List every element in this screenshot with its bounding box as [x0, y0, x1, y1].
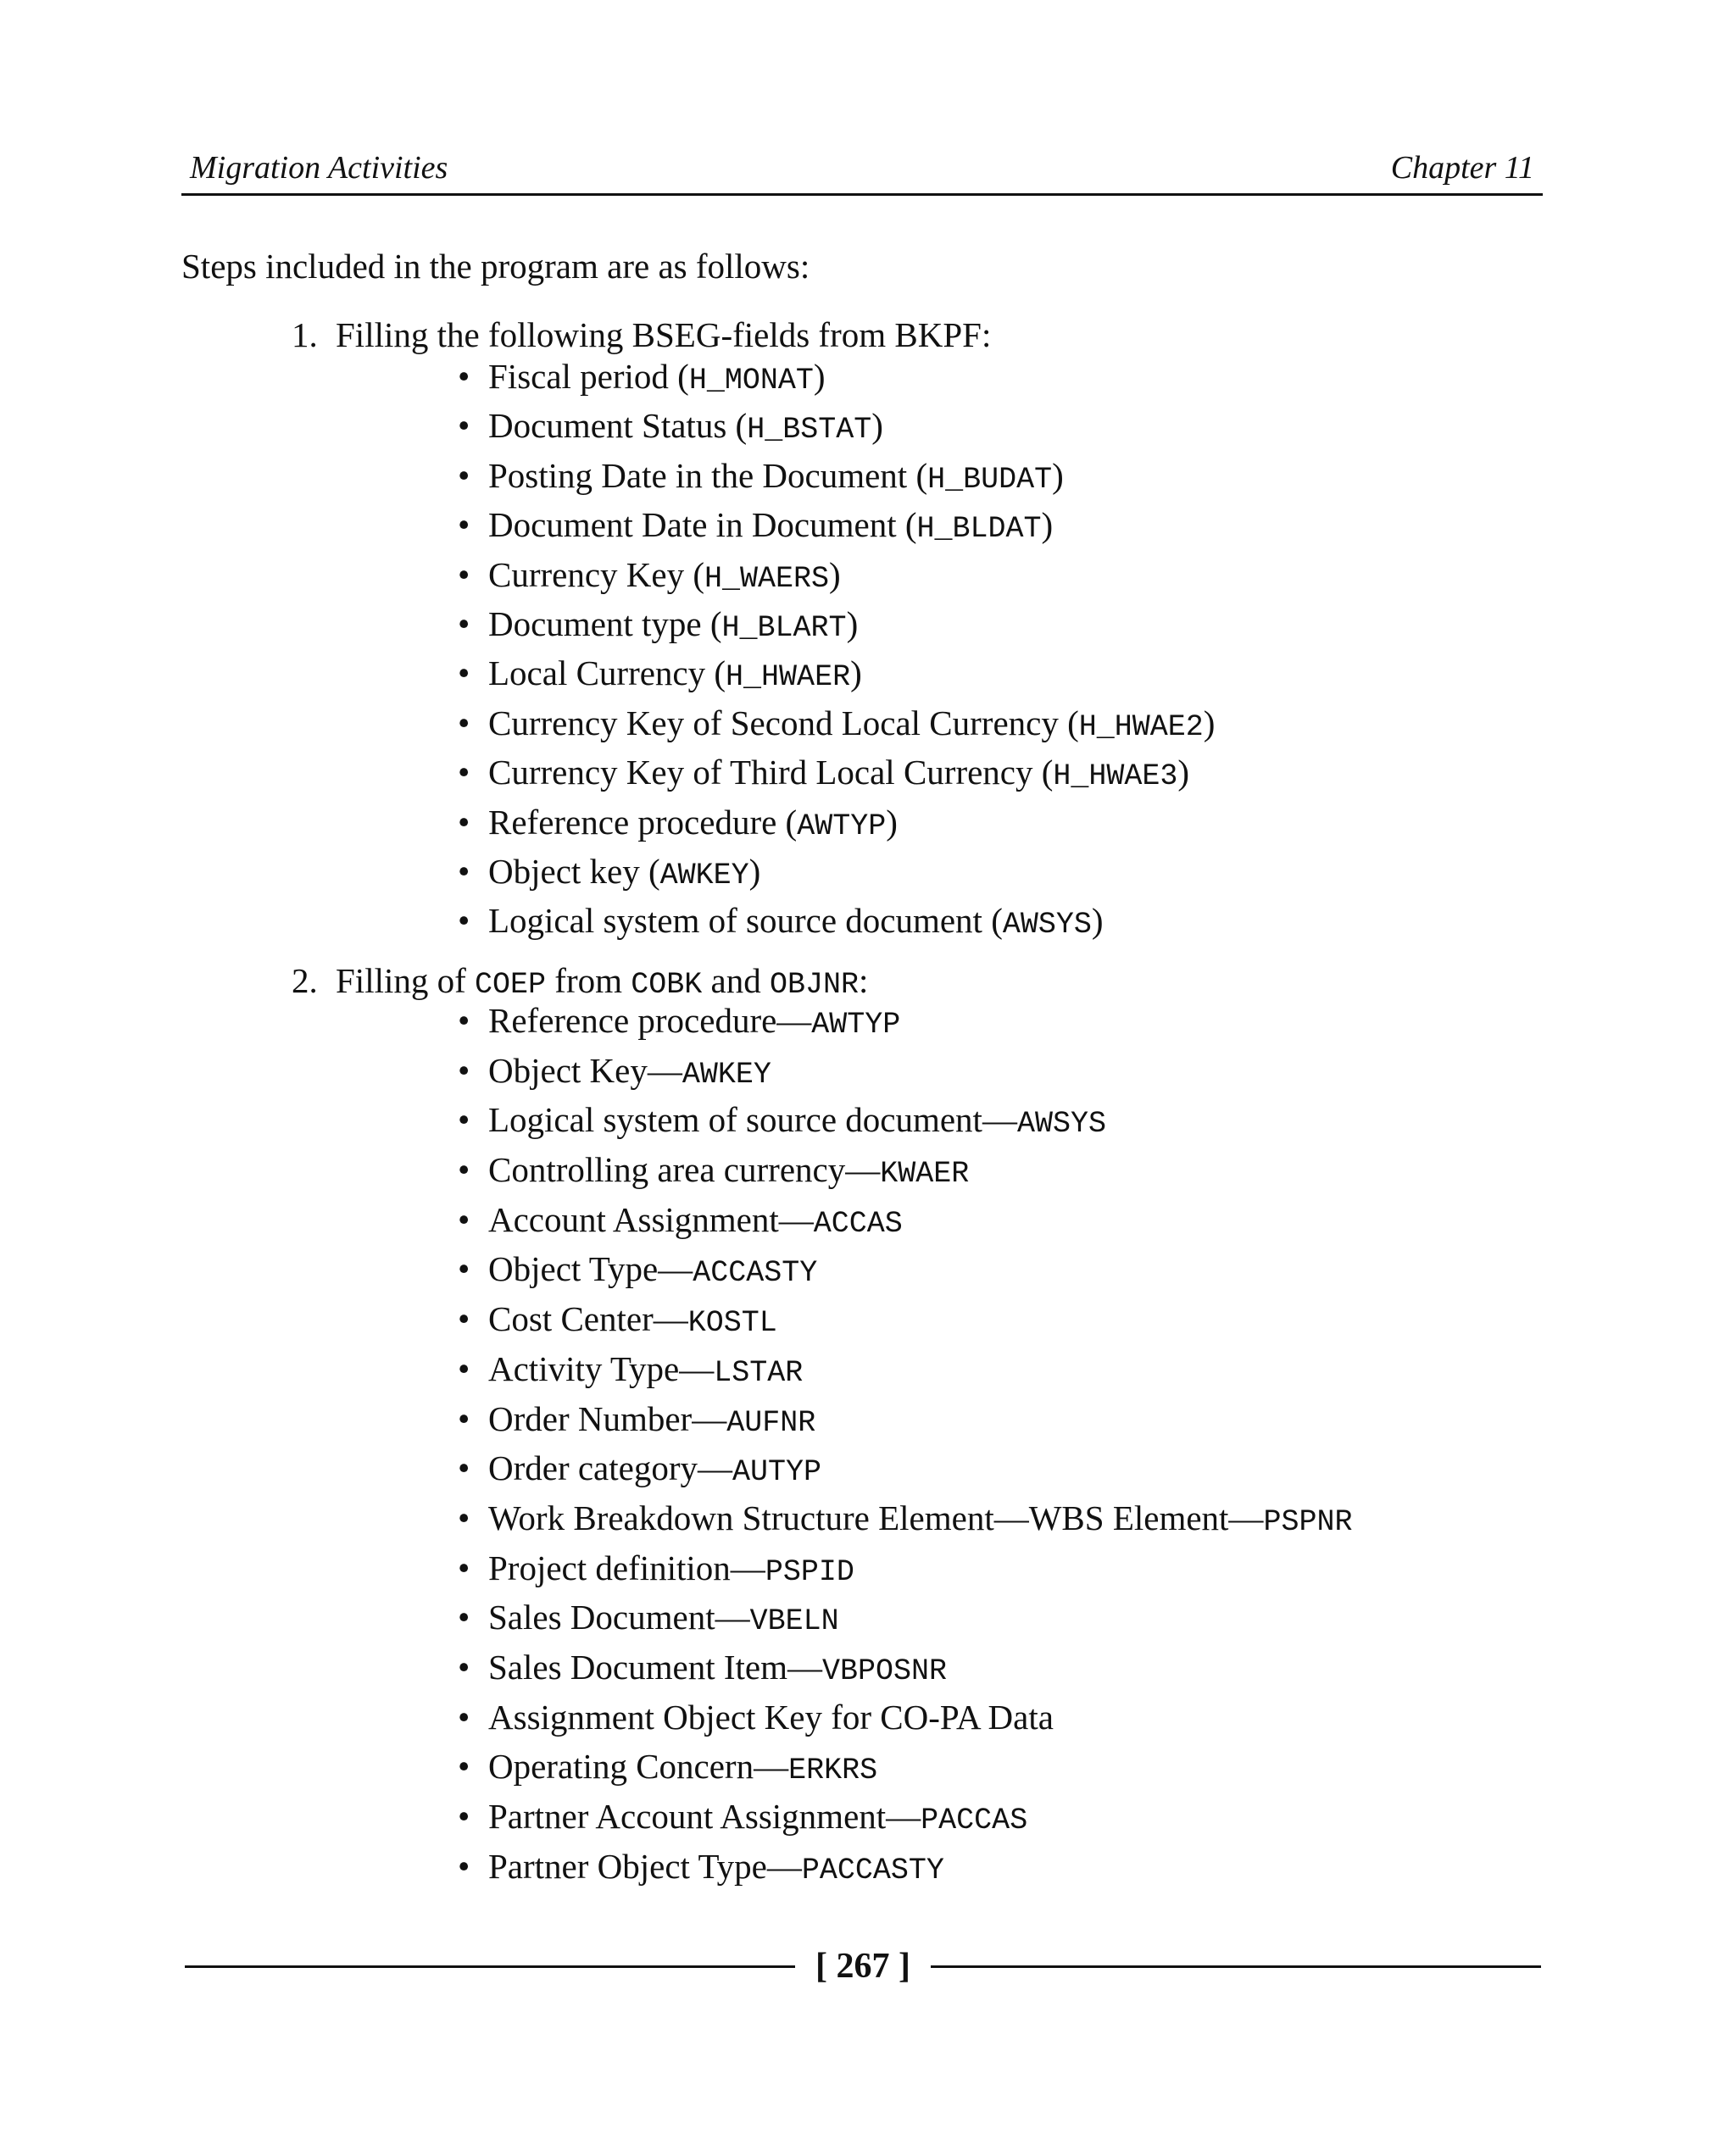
- field-code: PSPNR: [1263, 1504, 1353, 1539]
- list-item: [458, 352, 1215, 401]
- field-code: H_HWAE2: [1078, 709, 1204, 744]
- field-description: Local Currency (: [488, 653, 726, 693]
- field-code: H_HWAER: [726, 660, 851, 695]
- field-description: Document Status (: [488, 406, 748, 446]
- field-description: Document Date in Document (: [488, 505, 917, 545]
- field-description: Logical system of source document—: [488, 1100, 1017, 1140]
- footer-rule-right: [931, 1965, 1541, 1968]
- field-suffix: ): [748, 851, 761, 891]
- step-2-code-objnr: OBJNR: [769, 968, 859, 1002]
- field-description: Reference procedure (: [488, 802, 798, 842]
- running-header: [181, 142, 1543, 196]
- step-1-heading: [292, 312, 991, 358]
- field-description: Cost Center—: [488, 1299, 688, 1339]
- field-code: AWTYP: [811, 1008, 901, 1042]
- field-code: H_BSTAT: [747, 413, 872, 447]
- list-item: [458, 1344, 1352, 1394]
- list-item: [458, 550, 1215, 599]
- list-item: [458, 1792, 1352, 1842]
- field-code: AWSYS: [1002, 908, 1092, 942]
- field-code: ACCAS: [813, 1206, 903, 1241]
- field-description: Assignment Object Key for CO-PA Data: [488, 1697, 1054, 1737]
- field-description: Fiscal period (: [488, 357, 689, 396]
- field-code: VBELN: [749, 1604, 839, 1639]
- list-item: [458, 1394, 1352, 1444]
- field-suffix: ): [1177, 753, 1190, 792]
- field-description: Currency Key (: [488, 554, 705, 594]
- page-number: [ 267 ]: [815, 1947, 910, 1986]
- field-description: Order category—: [488, 1448, 733, 1488]
- field-code: AWTYP: [797, 809, 887, 843]
- list-item: [458, 1443, 1352, 1493]
- list-item: [458, 1742, 1352, 1792]
- field-description: Currency Key of Third Local Currency (: [488, 753, 1054, 792]
- step-1-field-list: [458, 352, 1215, 946]
- step-2-field-list: [458, 996, 1352, 1891]
- step-1-number: 1.: [292, 315, 318, 354]
- field-description: Operating Concern—: [488, 1747, 789, 1787]
- field-code: ERKRS: [788, 1754, 878, 1788]
- list-item: [458, 1294, 1352, 1344]
- step-2-suffix: :: [859, 961, 869, 1000]
- field-code: ACCASTY: [693, 1256, 818, 1291]
- list-item: [458, 1195, 1352, 1245]
- field-code: AWSYS: [1016, 1107, 1106, 1142]
- field-description: Project definition—: [488, 1548, 765, 1587]
- step-2-code-cobk: COBK: [631, 968, 703, 1002]
- list-item: [458, 1543, 1352, 1593]
- header-chapter: Chapter 11: [1390, 150, 1534, 186]
- field-code: H_MONAT: [688, 364, 814, 397]
- field-description: Controlling area currency—: [488, 1150, 881, 1190]
- field-code: PSPID: [765, 1554, 854, 1589]
- field-suffix: ): [1052, 455, 1064, 495]
- field-code: KOSTL: [687, 1306, 777, 1341]
- field-description: Logical system of source document (: [488, 901, 1003, 941]
- field-suffix: ): [886, 802, 898, 842]
- list-item: [458, 401, 1215, 450]
- field-code: H_BLDAT: [916, 512, 1042, 547]
- intro-paragraph: Steps included in the program are as follows:: [181, 247, 810, 286]
- step-2-mid-from: from: [546, 961, 632, 1000]
- list-item: [458, 847, 1215, 896]
- field-code: H_HWAE3: [1053, 759, 1178, 794]
- list-item: [458, 1493, 1352, 1543]
- list-item: [458, 1046, 1352, 1096]
- field-suffix: ): [1041, 505, 1054, 545]
- field-code: VBPOSNR: [821, 1654, 947, 1688]
- list-item: [458, 748, 1215, 797]
- field-code: AUTYP: [732, 1455, 822, 1490]
- list-item: [458, 1145, 1352, 1195]
- field-suffix: ): [871, 406, 883, 446]
- field-suffix: ): [829, 554, 841, 594]
- field-description: Partner Object Type—: [488, 1846, 802, 1886]
- field-description: Document type (: [488, 603, 722, 643]
- field-description: Sales Document—: [488, 1598, 750, 1637]
- list-item: [458, 648, 1215, 698]
- step-2-prefix: Filling of: [336, 961, 476, 1000]
- list-item: [458, 798, 1215, 847]
- field-description: Object Type—: [488, 1249, 693, 1289]
- field-description: Account Assignment—: [488, 1199, 814, 1239]
- field-suffix: ): [1091, 901, 1104, 941]
- page-footer: [185, 1941, 1541, 1992]
- list-item: [458, 451, 1215, 500]
- step-2-mid-and: and: [702, 961, 770, 1000]
- field-code: PACCASTY: [801, 1853, 944, 1887]
- list-item: [458, 896, 1215, 945]
- field-code: AWKEY: [682, 1057, 771, 1092]
- field-description: Sales Document Item—: [488, 1647, 822, 1687]
- step-2-code-coep: COEP: [475, 968, 547, 1002]
- list-item: [458, 698, 1215, 748]
- list-item: [458, 599, 1215, 648]
- list-item: [458, 996, 1352, 1046]
- list-item: [458, 1592, 1352, 1643]
- step-1-title: Filling the following BSEG-fields from BKPF:: [336, 315, 992, 354]
- list-item: [458, 1643, 1352, 1693]
- list-item: [458, 1095, 1352, 1145]
- field-description: Reference procedure—: [488, 1001, 812, 1040]
- field-description: Order Number—: [488, 1398, 727, 1438]
- field-suffix: ): [813, 357, 826, 396]
- field-description: Posting Date in the Document (: [488, 455, 928, 495]
- field-code: H_BLART: [721, 610, 847, 645]
- field-suffix: ): [1203, 703, 1216, 742]
- field-code: KWAER: [880, 1157, 970, 1192]
- field-code: H_BUDAT: [927, 462, 1053, 497]
- header-section-title: Migration Activities: [190, 150, 448, 186]
- field-description: Partner Account Assignment—: [488, 1797, 921, 1836]
- field-code: LSTAR: [714, 1355, 804, 1390]
- list-item: [458, 1244, 1352, 1294]
- field-description: Activity Type—: [488, 1348, 715, 1388]
- list-item: [458, 1842, 1352, 1892]
- field-code: AWKEY: [659, 858, 749, 892]
- field-description: Object key (: [488, 851, 660, 891]
- step-2-number: 2.: [292, 961, 318, 1000]
- field-code: AUFNR: [726, 1405, 816, 1440]
- list-item: [458, 500, 1215, 549]
- field-code: PACCAS: [921, 1804, 1028, 1837]
- field-code: H_WAERS: [704, 561, 830, 596]
- field-description: Object Key—: [488, 1050, 682, 1090]
- field-suffix: ): [846, 603, 859, 643]
- field-suffix: ): [850, 653, 862, 693]
- field-description: Currency Key of Second Local Currency (: [488, 703, 1079, 742]
- list-item: [458, 1693, 1352, 1743]
- field-description: Work Breakdown Structure Element—WBS Element—: [488, 1498, 1264, 1537]
